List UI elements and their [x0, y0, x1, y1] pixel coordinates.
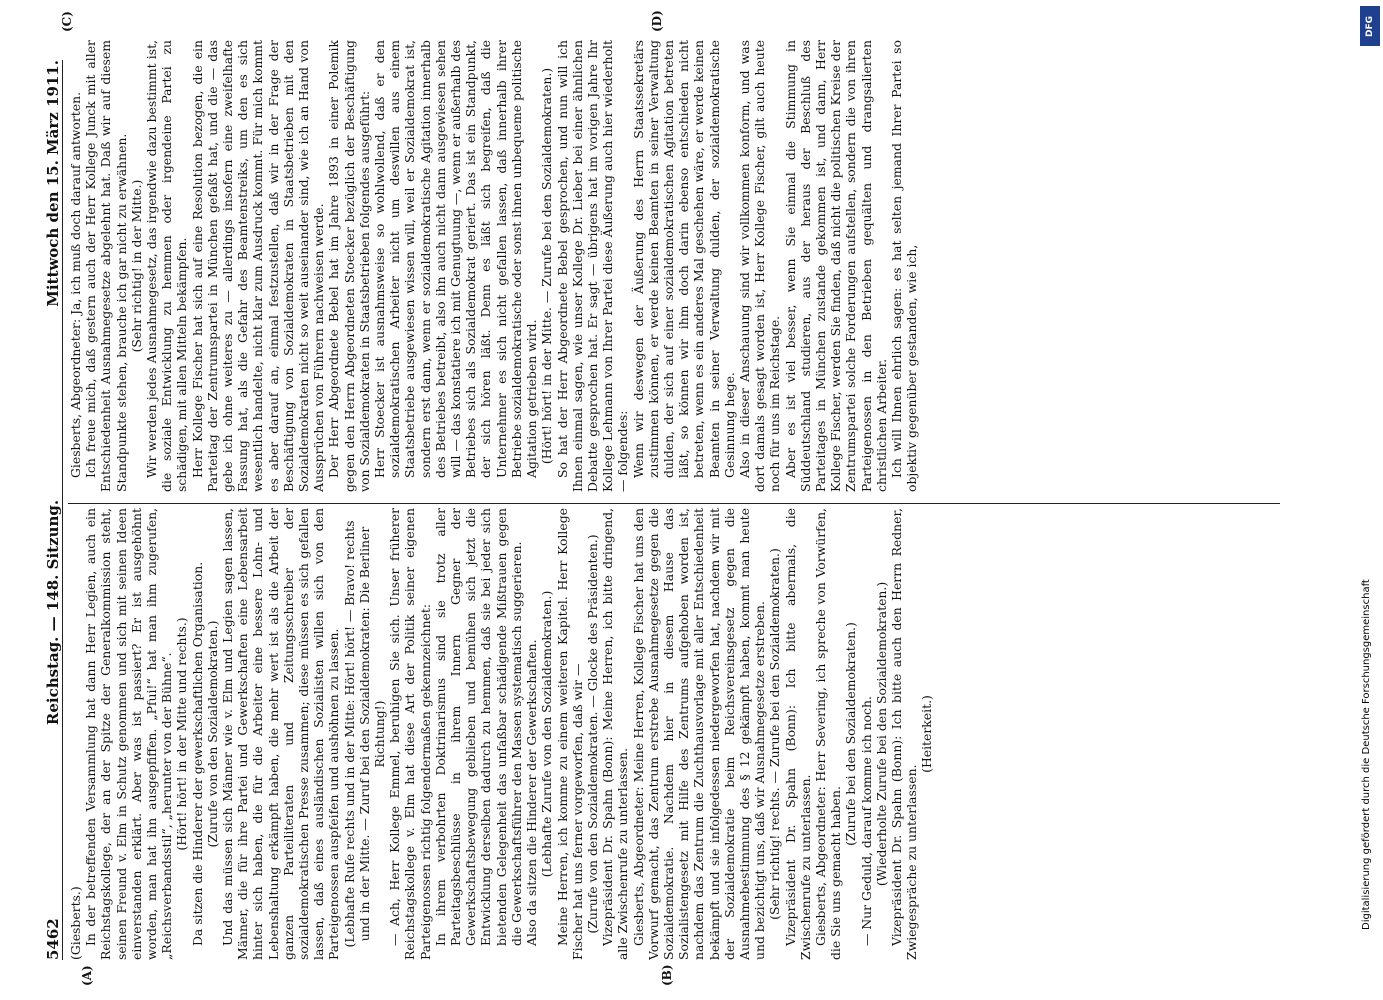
margin-mark-c: (C): [60, 11, 74, 32]
right-column: [68, 40, 1280, 492]
margin-mark-d: (D): [650, 10, 664, 32]
speaker-running-head: (Giesberts.): [68, 886, 83, 960]
presiding-remark: Vizepräsident Dr. Spahn (Bonn): Ich bitte abermals, die Zwischenrufe zu unterlassen.: [782, 508, 813, 960]
digitization-note: Digitalisierung gefördert durch die Deutsche Forschungsgemeinschaft: [1361, 579, 1372, 930]
paragraph: In der betreffenden Versammlung hat dann Herr Legien, auch ein Reichstagskollege, der an der Spitze der Generalkommission steht, seinen Freund v. Elm in Schutz genommen und sich mit seinen Ideen einverstanden erklärt. Aber was ist passiert? Er ist ausgehöhnt worden, man hat ihn ausgepfiffen. „Pfui!“ hat man ihm zugerufen, „Reichsverbandsstil“, „herunter von der Bühne“.: [83, 508, 175, 960]
interjection: (Hört! hört! in der Mitte. — Zurufe bei den Sozialdemokraten.): [539, 67, 555, 465]
paragraph: Meine Herren, ich komme zu einem weiteren Kapitel. Herr Kollege Fischer hat uns ferner vorgeworfen, daß wir —: [554, 508, 585, 960]
page-number: 5462: [44, 918, 62, 960]
paragraph: — Nur Geduld, darauf komme ich noch.: [858, 696, 874, 946]
quotation: Wenn wir deswegen der Äußerung des Herrn Staatssekretärs zustimmen können, er werde keinen Beamten in seiner Verwaltung dulden, der sich auf einer sozialdemokratischen Agitation betreten läßt, so können wir ihm doch darin ebenso entschieden nicht betreten, wenn es ein anderes Mal geschehen wäre, er werde keinen Beamten in seiner Verwaltung dulden, der sozialdemokratische Gesinnung hege.: [630, 40, 737, 478]
paragraph: Aber es ist viel besser, wenn Sie einmal die Stimmung in Süddeutschland studieren, aus der heraus der Beschluß des Parteitages in München zustande gekommen ist, und dann, Herr Kollege Fischer, werden Sie finden, daß nicht die politischen Kreise der Zentrumspartei solche Forderungen aufstellen, sondern die von ihren Parteigenossen in den Betrieben gequälten und drangsalierten christlichen Arbeiter.: [782, 40, 889, 492]
left-column: [68, 508, 1280, 960]
quotation: In ihrem verbohrten Doktrinarismus sind sie trotz aller Parteitagsbeschlüsse in ihrem Innern Gegner der Gewerkschaftsbewegung geblieben und bemühen sich jetzt die Entwicklung derselben dadurch zu hemmen, daß sie bei jeder sich bietenden Gelegenheit das unfaßbar schädigende Mißtrauen gegen die Gewerkschaftsführer den Massen systematisch suggerieren.: [432, 508, 524, 946]
paragraph: Der Herr Abgeordnete Bebel hat im Jahre 1893 in einer Polemik gegen den Herrn Abgeordneten Stoecker bezüglich der Beschäftigung von Sozialdemokraten in Staatsbetrieben folgendes ausgeführt:: [326, 40, 372, 492]
quotation: Herr Stoecker ist ausnahmsweise so wohlwollend, daß er den sozialdemokratischen Arbeiter nicht um deswillen aus einem Staatsbetriebe ausgewiesen wissen will, weil er Sozialdemokrat ist, sondern erst dann, wenn er sozialdemokratische Agitation innerhalb des Betriebes betreibt, also ihn auch nicht dann ausgewiesen sehen will — das konstatiere ich mit Genugtuung —, wenn er außerhalb des Betriebes sich als Sozialdemokrat geriert. Das ist ein Standpunkt, der sich hören läßt. Denn es läßt sich begreifen, daß die Unternehmer es sich nicht gefallen lassen, daß innerhalb ihrer Betriebe sozialdemokratische oder sonst ihnen unbequeme politische Agitation getrieben wird.: [372, 40, 540, 478]
paragraph: Also da sitzen die Hinderer der Gewerkschaften.: [524, 639, 540, 946]
interjection: (Hört! hört! in der Mitte und rechts.): [174, 617, 190, 851]
session-date: Mittwoch den 15. März 1911.: [44, 60, 62, 307]
speech-paragraph: Giesberts, Abgeordneter: Meine Herren, Kollege Fischer hat uns den Vorwurf gemacht, das Zentrum erstrebe Ausnahmegesetze gegen die Sozialdemokratie. Nachdem hier in diesem Hause das Sozialistengesetz mit Hilfe des Zentrums aufgehoben worden ist, nachdem das Zentrum die Zuchthausvorlage mit aller Entschiedenheit bekämpft und sie infolgedessen niedergeworfen hat, nachdem wir mit der Sozialdemokratie beim Reichsvereinsgesetz gegen die Ausnahmebestimmung des § 12 gekämpft haben, kommt man heute und bezichtigt uns, daß wir Ausnahmegesetze erstreben.: [630, 508, 768, 960]
paragraph: Und das müssen sich Männer wie v. Elm und Legien sagen lassen, Männer, die für ihre Partei und Gewerkschaften eine Lebensarbeit hinter sich haben, die für die Arbeiter eine bessere Lohn- und Lebenshaltung erkämpft haben, die mehr wert ist als die Arbeit der ganzen Parteiliteraten und Zeitungsschreiber der sozialdemokratischen Presse zusammen; diese müssen es sich gefallen lassen, daß eines ausländischen Sozialisten willen sich von den Parteigenossen auspfeifen und aushöhnen zu lassen.: [220, 508, 342, 960]
paragraph: So hat der Herr Abgeordnete Bebel gesprochen, und nun will ich Ihnen einmal sagen, wie unser Kollege Dr. Lieber bei einer ähnlichen Debatte gesprochen hat. Er sagt — übrigens hat im vorigen Jahre Ihr Kollege Lehmann von Ihrer Partei diese Äußerung auch hier wiederholt — folgendes:: [554, 40, 631, 492]
dfg-logo: DFG: [1360, 6, 1380, 46]
paragraph: Herr Kollege Fischer hat sich auf eine Resolution bezogen, die ein Parteitag der Zentrumspartei in München gefaßt hat, und die — das gebe ich ohne weiteres zu — allerdings insofern eine zweifelhafte Fassung hat, als die Gefahr des Beamtenstreiks, um den es sich wesentlich handelte, nicht klar zum Ausdruck kommt. Für mich kommt es aber darauf an, einmal festzustellen, daß wir in der Frage der Beschäftigung von Sozialdemokraten in Staatsbetrieben mit den Sozialdemokraten nicht so weit auseinander sind, wie ich an Hand von Aussprüchen von Führern nachweisen werde.: [189, 40, 327, 492]
interjection: (Lebhafte Zurufe von den Sozialdemokraten.): [539, 590, 555, 878]
presiding-remark: Vizepräsident Dr. Spahn (Bonn): Meine Herren, ich bitte dringend, alle Zwischenrufe zu unterlassen.: [600, 508, 631, 960]
paragraph: Also in dieser Anschauung sind wir vollkommen konform, und was dort damals gesagt worden ist, Herr Kollege Fischer, gilt auch heute noch für uns im Reichstage.: [736, 40, 783, 492]
interjection: (Sehr richtig! in der Mitte.): [128, 179, 144, 353]
speech-paragraph: Giesberts, Abgeordneter: Ja, ich muß doch darauf antworten.: [68, 91, 83, 478]
margin-mark-b: (B): [660, 964, 674, 986]
margin-mark-a: (A): [80, 965, 94, 986]
page-header: [38, 60, 63, 960]
paragraph: Wir werden jedes Ausnahmegesetz, das irgendwie dazu bestimmt ist, die soziale Entwicklung zu hemmen oder irgendeine Partei zu schädigen, mit allen Mitteln bekämpfen.: [144, 40, 190, 492]
interjection: (Heiterkeit.): [919, 695, 935, 773]
interjection: (Zurufe von den Sozialdemokraten. — Glocke des Präsidenten.): [584, 534, 600, 934]
session-title: Reichstag. — 148. Sitzung.: [44, 499, 62, 726]
interjection: (Zurufe bei den Sozialdemokraten.): [843, 622, 859, 846]
interjection: (Wiederholte Zurufe bei den Sozialdemokraten.): [873, 581, 889, 887]
paragraph: Da sitzen die Hinderer der gewerkschaftlichen Organisation.: [189, 561, 205, 946]
paragraph: Ich will Ihnen ehrlich sagen: es hat selten jemand Ihrer Partei so objektiv gegenüber gestanden, wie ich,: [888, 40, 920, 492]
interjection: (Lebhafte Rufe rechts und in der Mitte: Hört! hört! — Bravo! rechts und in der Mitte. — Zuruf bei den Sozialdemokraten: Die Berliner Richtung!): [341, 520, 388, 948]
speech-paragraph: Giesberts, Abgeordneter: Herr Severing, ich spreche von Vorwürfen, die Sie uns gemacht haben.: [812, 508, 844, 960]
interjection: (Zurufe von den Sozialdemokraten.): [204, 620, 220, 848]
column-divider: [68, 503, 1280, 504]
paragraph: — Ach, Herr Kollege Emmel, beruhigen Sie sich. Unser früherer Reichstagskollege v. Elm hat diese Art der Politik seiner eigenen Parteigenossen richtig folgendermaßen gekennzeichnet:: [387, 508, 433, 960]
interjection: (Sehr richtig! rechts. — Zurufe bei den Sozialdemokraten.): [767, 548, 783, 920]
paragraph: Ich freue mich, daß gestern auch der Herr Kollege Junck mit aller Entschiedenheit Ausnahmegesetze abgelehnt hat. Daß wir auf diesem Standpunkte stehen, brauche ich gar nicht zu erwähnen.: [83, 40, 129, 492]
presiding-remark: Vizepräsident Dr. Spahn (Bonn): Ich bitte auch den Herrn Redner, Zwiegespräche zu unterlassen.: [888, 508, 920, 960]
